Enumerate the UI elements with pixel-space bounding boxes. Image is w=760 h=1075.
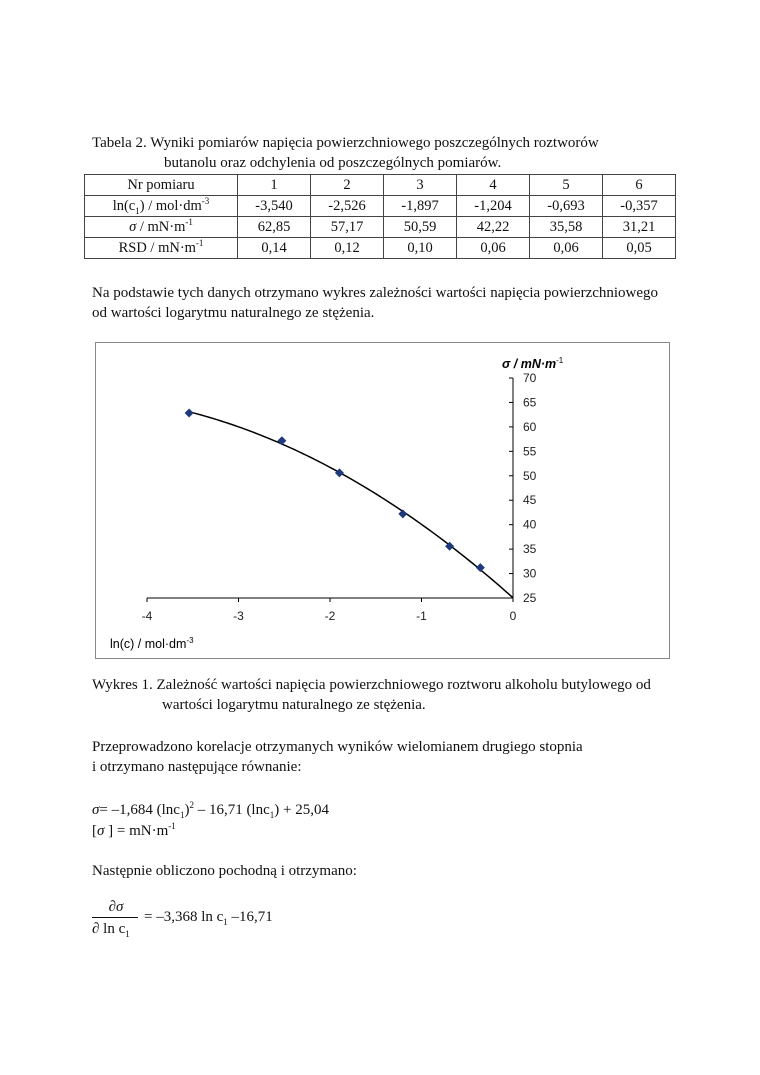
derivative-rhs-sub: 1: [223, 917, 228, 927]
derivative-denominator: [92, 919, 130, 939]
table-cell: 57,17: [311, 217, 384, 238]
chart-y-tick-label: 25: [523, 591, 537, 605]
paragraph-1-line2: od wartości logarytmu naturalnego ze stężenia.: [92, 305, 375, 321]
equation-sigma: σ: [92, 802, 100, 818]
table-header-cell: 6: [603, 175, 676, 196]
table-cell: 0,06: [530, 238, 603, 259]
chart-x-tick-label: -2: [324, 609, 336, 623]
chart-y-tick-label: 60: [523, 419, 537, 434]
regression-equation: [92, 800, 329, 820]
row-label-rsd: [85, 238, 238, 259]
table-header-cell: 4: [457, 175, 530, 196]
paragraph-3: Następnie obliczono pochodną i otrzymano:: [92, 863, 357, 879]
row-label-unit: ) / mol·dm: [139, 197, 202, 214]
row-label-sup: -1: [195, 237, 204, 248]
table-cell: -3,540: [238, 196, 311, 217]
derivative-numerator: ∂σ: [108, 899, 124, 915]
table-row: [85, 217, 676, 238]
figure-caption-line2: wartości logarytmu naturalnego ze stężenia.: [162, 697, 426, 713]
chart-y-tick-label: 30: [523, 566, 537, 581]
table-cell: 50,59: [384, 217, 457, 238]
equation-unit-part: ] = mN·m: [104, 823, 169, 839]
chart-y-tick-label: 35: [523, 542, 537, 557]
surface-tension-chart: [95, 342, 670, 659]
equation-unit-sigma: σ: [97, 823, 105, 839]
table-caption-line2: butanolu oraz odchylenia od poszczególnych pomiarów.: [164, 155, 502, 171]
table-cell: 31,21: [603, 217, 676, 238]
chart-x-tick-label: 0: [509, 609, 517, 623]
row-label-sub: 1: [135, 205, 140, 216]
equation-part: – 16,71 (lnc: [193, 802, 270, 818]
table-cell: 35,58: [530, 217, 603, 238]
table-header-cell: 3: [384, 175, 457, 196]
chart-y-tick-label: 50: [523, 468, 537, 483]
equation-sup: 2: [189, 800, 194, 810]
row-label-lnc: [85, 196, 238, 217]
table-caption-line1: Tabela 2. Wyniki pomiarów napięcia powierzchniowego poszczególnych roztworów: [92, 135, 599, 151]
chart-frame: [96, 343, 670, 659]
table-header-cell: 2: [311, 175, 384, 196]
table-header-label: Nr pomiaru: [85, 175, 238, 196]
row-label-sup: -3: [201, 195, 210, 206]
table-cell: 0,14: [238, 238, 311, 259]
derivative-rhs-text: –16,71: [227, 909, 273, 925]
table-cell: -0,693: [530, 196, 603, 217]
chart-ylabel: [502, 356, 564, 371]
table-cell: -1,204: [457, 196, 530, 217]
derivative-rhs-text: = –3,368 ln c: [144, 909, 224, 925]
row-label-unit: / mN·m: [136, 218, 186, 235]
chart-x-tick-label: -4: [141, 609, 153, 623]
chart-y-tick-label: 55: [523, 444, 537, 459]
chart-x-tick-label: -1: [416, 609, 427, 623]
equation-part: ): [184, 802, 190, 818]
table-cell: -2,526: [311, 196, 384, 217]
row-label-sup: -1: [185, 216, 193, 227]
table-row: [85, 196, 676, 217]
chart-xlabel: [110, 636, 194, 651]
chart-xlabel-main: ln(c) / mol·dm: [110, 637, 187, 651]
row-label-text: σ: [129, 218, 137, 235]
equation-sub: 1: [179, 810, 185, 820]
row-label-text: ln(c: [112, 197, 136, 214]
table-header-cell: 5: [530, 175, 603, 196]
chart-x-tick-label: -3: [233, 609, 244, 623]
derivative-fraction-line: [92, 917, 138, 918]
equation-unit-part: [: [92, 823, 97, 839]
table-cell: -1,897: [384, 196, 457, 217]
chart-y-tick-label: 70: [523, 371, 537, 385]
paragraph-2-line2: i otrzymano następujące równanie:: [92, 759, 302, 775]
chart-xlabel-sup: -3: [186, 636, 194, 645]
chart-y-tick-label: 45: [523, 493, 537, 508]
equation-unit-sup: -1: [168, 821, 176, 831]
chart-y-tick-label: 65: [523, 395, 537, 410]
paragraph-2-line1: Przeprowadzono korelacje otrzymanych wyników wielomianem drugiego stopnia: [92, 739, 583, 755]
equation-sub: 1: [269, 810, 275, 820]
chart-ylabel-main: σ / mN·m: [502, 357, 557, 371]
table-header-cell: 1: [238, 175, 311, 196]
chart-y-tick-label: 40: [523, 517, 537, 532]
equation-part: = –1,684 (lnc: [99, 802, 180, 818]
derivative-rhs: [144, 907, 273, 927]
table-cell: 0,12: [311, 238, 384, 259]
derivative-denominator-text: ∂ ln c: [92, 921, 126, 937]
table-header-row: [85, 175, 676, 196]
row-label-sigma: [85, 217, 238, 238]
table-cell: 0,10: [384, 238, 457, 259]
row-label-text: RSD / mN·m: [118, 239, 196, 256]
measurements-table: [84, 174, 676, 259]
chart-ylabel-sup: -1: [556, 356, 564, 365]
table-cell: 42,22: [457, 217, 530, 238]
table-cell: -0,357: [603, 196, 676, 217]
derivative-denominator-sub: 1: [125, 929, 130, 939]
equation-unit: [92, 821, 176, 841]
equation-part: ) + 25,04: [274, 802, 329, 818]
table-cell: 0,06: [457, 238, 530, 259]
table-row: [85, 238, 676, 259]
table-cell: 0,05: [603, 238, 676, 259]
figure-caption-line1: Wykres 1. Zależność wartości napięcia powierzchniowego roztworu alkoholu butylowego od: [92, 677, 651, 693]
paragraph-1-line1: Na podstawie tych danych otrzymano wykres zależności wartości napięcia powierzchniowego: [92, 285, 659, 301]
table-cell: 62,85: [238, 217, 311, 238]
